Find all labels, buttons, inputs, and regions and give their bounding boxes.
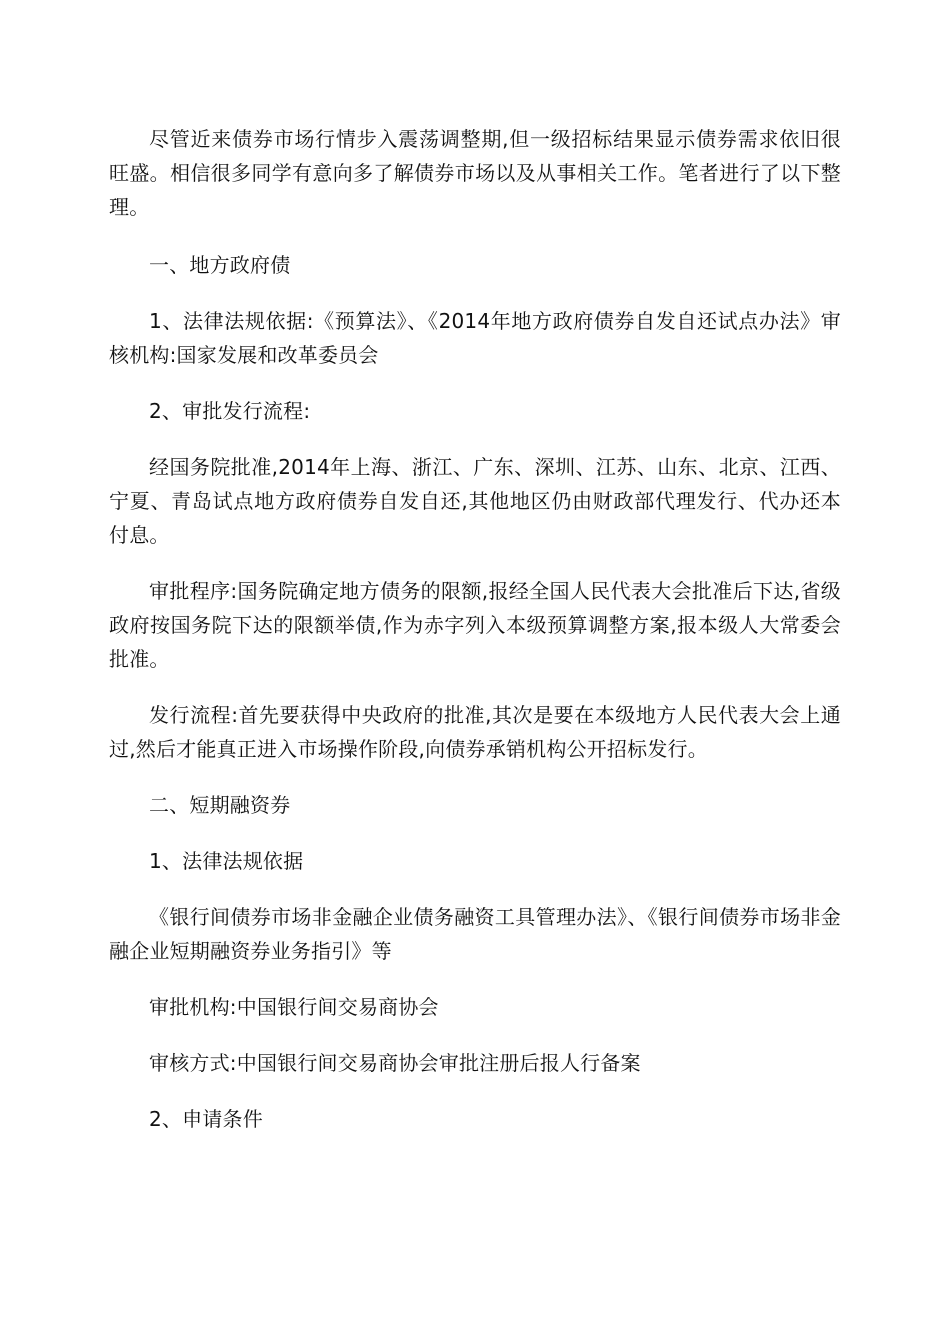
section-heading-local-government-bonds: 一、地方政府债 (149, 253, 291, 277)
legal-basis-heading: 1、法律法规依据 (149, 849, 304, 873)
review-method-paragraph: 审核方式:中国银行间交易商协会审批注册后报人行备案 (149, 1051, 641, 1075)
pilot-paragraph: 经国务院批准,2014年上海、浙江、广东、深圳、江苏、山东、北京、江西、宁夏、青岛试点地方政府债券自发自还,其他地区仍由财政部代理发行、代办还本付息。 (109, 455, 841, 547)
approval-procedure-paragraph: 审批程序:国务院确定地方债务的限额,报经全国人民代表大会批准后下达,省级政府按国务院下达的限额举债,作为赤字列入本级预算调整方案,报本级人大常委会批准。 (109, 579, 841, 671)
application-conditions-heading: 2、申请条件 (149, 1107, 263, 1131)
approval-process-heading: 2、审批发行流程: (149, 399, 311, 423)
approval-authority-paragraph: 审批机构:中国银行间交易商协会 (149, 995, 439, 1019)
document-page (109, 122, 841, 1136)
intro-paragraph: 尽管近来债券市场行情步入震荡调整期,但一级招标结果显示债券需求依旧很旺盛。相信很多同学有意向多了解债券市场以及从事相关工作。笔者进行了以下整理。 (109, 127, 841, 219)
section-heading-short-term-financing: 二、短期融资券 (149, 793, 291, 817)
legal-basis-paragraph: 1、法律法规依据:《预算法》、《2014年地方政府债券自发自还试点办法》审核机构:国家发展和改革委员会 (109, 309, 841, 367)
issuance-process-paragraph: 发行流程:首先要获得中央政府的批准,其次是要在本级地方人民代表大会上通过,然后才能真正进入市场操作阶段,向债券承销机构公开招标发行。 (109, 703, 841, 761)
regulations-paragraph: 《银行间债券市场非金融企业债务融资工具管理办法》、《银行间债券市场非金融企业短期融资券业务指引》等 (109, 905, 841, 963)
